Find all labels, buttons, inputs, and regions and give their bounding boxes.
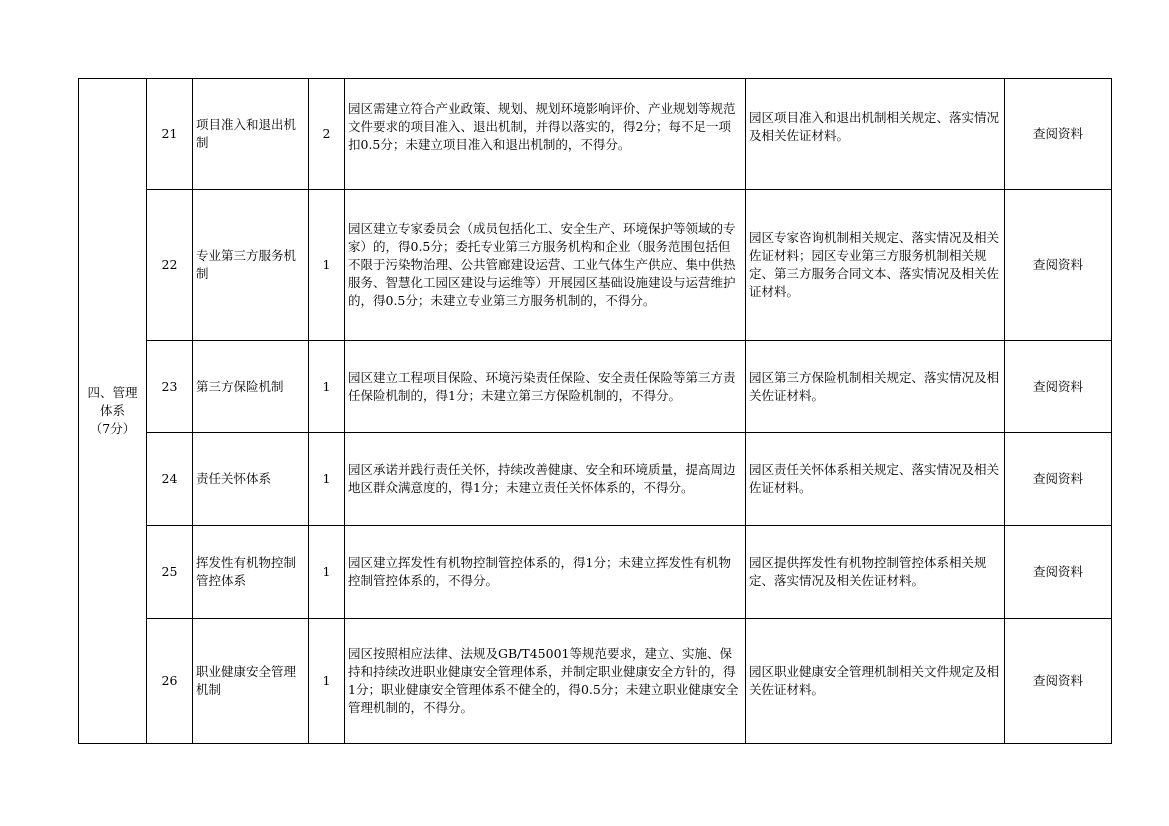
item-number: 25: [147, 526, 193, 619]
item-materials: 园区责任关怀体系相关规定、落实情况及相关佐证材料。: [746, 433, 1005, 526]
item-method: 查阅资料: [1005, 526, 1112, 619]
item-name: 专业第三方服务机制: [193, 190, 309, 341]
table-row: [79, 341, 1112, 433]
item-score: 1: [309, 341, 345, 433]
category-cell: [79, 79, 147, 744]
item-materials: 园区提供挥发性有机物控制管控体系相关规定、落实情况及相关佐证材料。: [746, 526, 1005, 619]
item-requirement: [345, 79, 746, 190]
requirement-text: 园区需建立符合产业政策、规划、规划环境影响评价、产业规划等规范文件要求的项目准入、退出机制，并得以落实的，得2分；每不足一项扣0.5分；未建立项目准入和退出机制的，不得分。: [348, 101, 736, 152]
item-requirement: 园区按照相应法律、法规及GB/T45001等规范要求，建立、实施、保持和持续改进职业健康安全管理体系，并制定职业健康安全方针的，得1分；职业健康安全管理体系不健全的，得0.5分；未建立职业健康安全管理机制的，不得分。: [345, 619, 746, 744]
category-line-2: 体系: [99, 403, 125, 418]
item-materials: 园区专家咨询机制相关规定、落实情况及相关佐证材料；园区专业第三方服务机制相关规定、第三方服务合同文本、落实情况及相关佐证材料。: [746, 190, 1005, 341]
item-number: 22: [147, 190, 193, 341]
item-requirement: 园区建立挥发性有机物控制管控体系的，得1分；未建立挥发性有机物控制管控体系的，不得分。: [345, 526, 746, 619]
table-row: [79, 190, 1112, 341]
table-row: [79, 619, 1112, 744]
table-row: [79, 79, 1112, 190]
item-name: 责任关怀体系: [193, 433, 309, 526]
item-score: 1: [309, 619, 345, 744]
item-number: 26: [147, 619, 193, 744]
item-score: 1: [309, 190, 345, 341]
materials-text: 园区项目准入和退出机制相关规定、落实情况及相关佐证材料。: [749, 110, 1000, 143]
item-name: 挥发性有机物控制管控体系: [193, 526, 309, 619]
item-method: 查阅资料: [1005, 79, 1112, 190]
item-materials: 园区职业健康安全管理机制相关文件规定及相关佐证材料。: [746, 619, 1005, 744]
item-requirement: 园区建立专家委员会（成员包括化工、安全生产、环境保护等领域的专家）的，得0.5分；委托专业第三方服务机构和企业（服务范围包括但不限于污染物治理、公共管廊建设运营、工业气体生产供应、集中供热服务、智慧化工园区建设与运维等）开展园区基础设施建设与运营维护的，得0.5分；未建立专业第三方服务机制的，不得分。: [345, 190, 746, 341]
item-requirement: 园区建立工程项目保险、环境污染责任保险、安全责任保险等第三方责任保险机制的，得1分；未建立第三方保险机制的，不得分。: [345, 341, 746, 433]
category-line-1: 四、管理: [87, 385, 138, 400]
item-name: 职业健康安全管理机制: [193, 619, 309, 744]
table-row: [79, 526, 1112, 619]
item-score: 1: [309, 526, 345, 619]
item-materials: 园区第三方保险机制相关规定、落实情况及相关佐证材料。: [746, 341, 1005, 433]
item-materials: [746, 79, 1005, 190]
evaluation-table: [78, 78, 1112, 744]
item-method: 查阅资料: [1005, 341, 1112, 433]
item-method: 查阅资料: [1005, 619, 1112, 744]
item-number: 23: [147, 341, 193, 433]
item-requirement: 园区承诺并践行责任关怀，持续改善健康、安全和环境质量，提高周边地区群众满意度的，得1分；未建立责任关怀体系的，不得分。: [345, 433, 746, 526]
item-score: 1: [309, 433, 345, 526]
item-number: 21: [147, 79, 193, 190]
item-score: 2: [309, 79, 345, 190]
category-line-3: （7分）: [89, 421, 136, 436]
item-method: 查阅资料: [1005, 433, 1112, 526]
item-method: 查阅资料: [1005, 190, 1112, 341]
table-row: [79, 433, 1112, 526]
item-name: 项目准入和退出机制: [193, 79, 309, 190]
item-number: 24: [147, 433, 193, 526]
item-name: 第三方保险机制: [193, 341, 309, 433]
